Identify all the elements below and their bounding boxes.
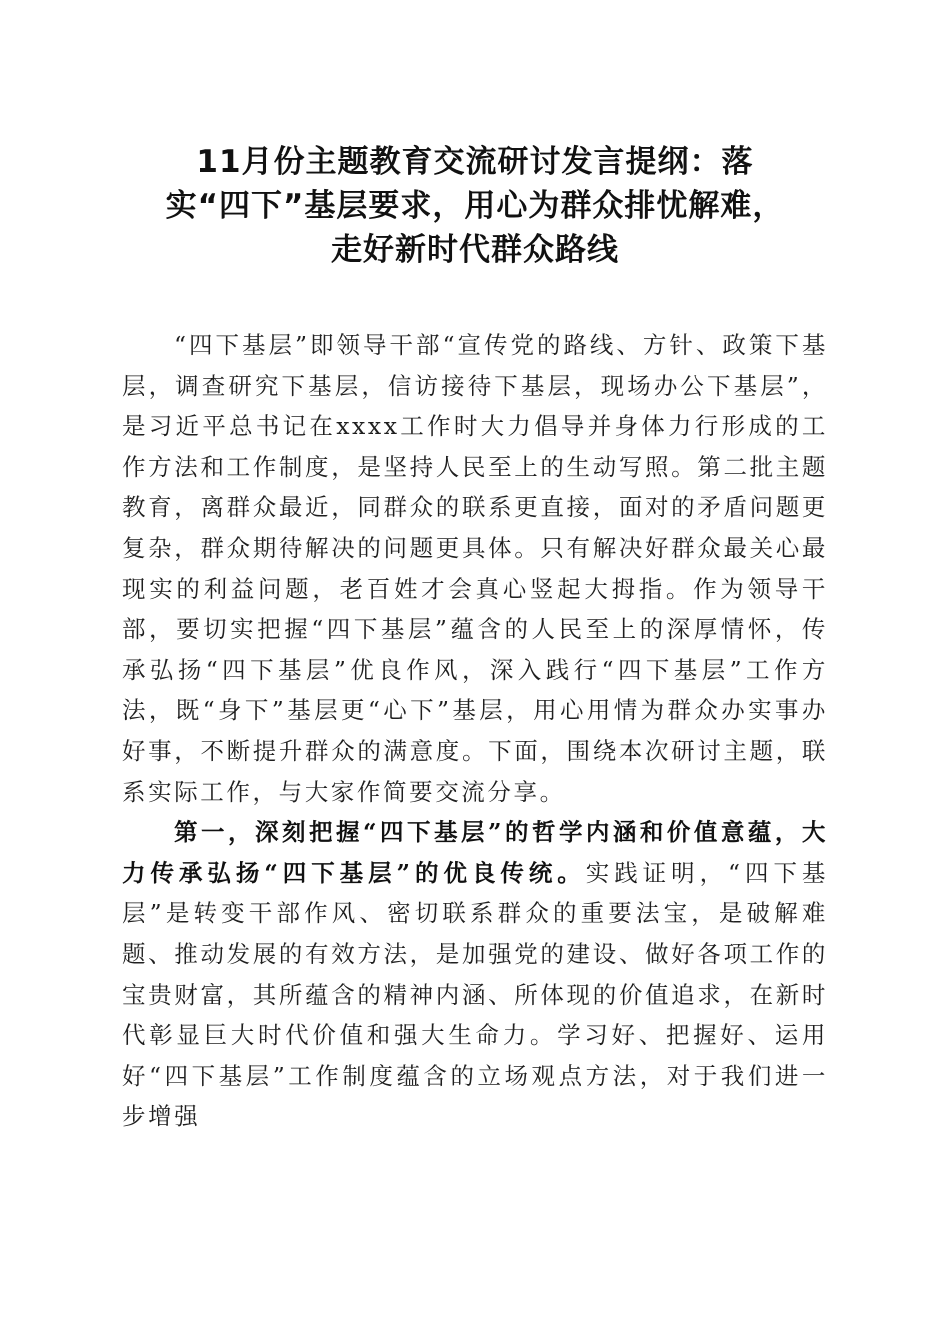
paragraph-intro [122,325,828,812]
paragraph-text: 实践证明，“四下基层”是转变干部作风、密切联系群众的重要法宝，是破解难题、推动发展的有效方法，是加强党的建设、做好各项工作的宝贵财富，其所蕴含的精神内涵、所体现的价值追求，在新时代彰显巨大时代价值和强大生命力。学习好、把握好、运用好“四下基层”工作制度蕴含的立场观点方法，对于我们进一步增强 [122,858,828,1131]
document-body [122,325,828,1137]
title-line-1: 11月份主题教育交流研讨发言提纲：落 [196,144,754,180]
paragraph-text: “四下基层”即领导干部“宣传党的路线、方针、政策下基层，调查研究下基层，信访接待下基层，现场办公下基层”，是习近平总书记在xxxx工作时大力倡导并身体力行形成的工作方法和工作制度，是坚持人民至上的生动写照。第二批主题教育，离群众最近，同群众的联系更直接，面对的矛盾问题更复杂，群众期待解决的问题更具体。只有解决好群众最关心最现实的利益问题，老百姓才会真心竖起大拇指。作为领导干部，要切实把握“四下基层”蕴含的人民至上的深厚情怀，传承弘扬“四下基层”优良作风，深入践行“四下基层”工作方法，既“身下”基层更“心下”基层，用心用情为群众办实事办好事，不断提升群众的满意度。下面，围绕本次研讨主题，联系实际工作，与大家作简要交流分享。 [122,331,828,806]
document-title [100,140,850,272]
title-line-2: 实“四下”基层要求，用心为群众排忧解难， [165,188,785,224]
title-line-3: 走好新时代群众路线 [331,232,619,268]
paragraph-first-point [122,812,828,1137]
paragraph-lead: 第一，深刻把握“四下基层”的哲学内涵和价值意蕴，大力传承弘扬“四下基层”的优良传统。 [122,818,828,887]
